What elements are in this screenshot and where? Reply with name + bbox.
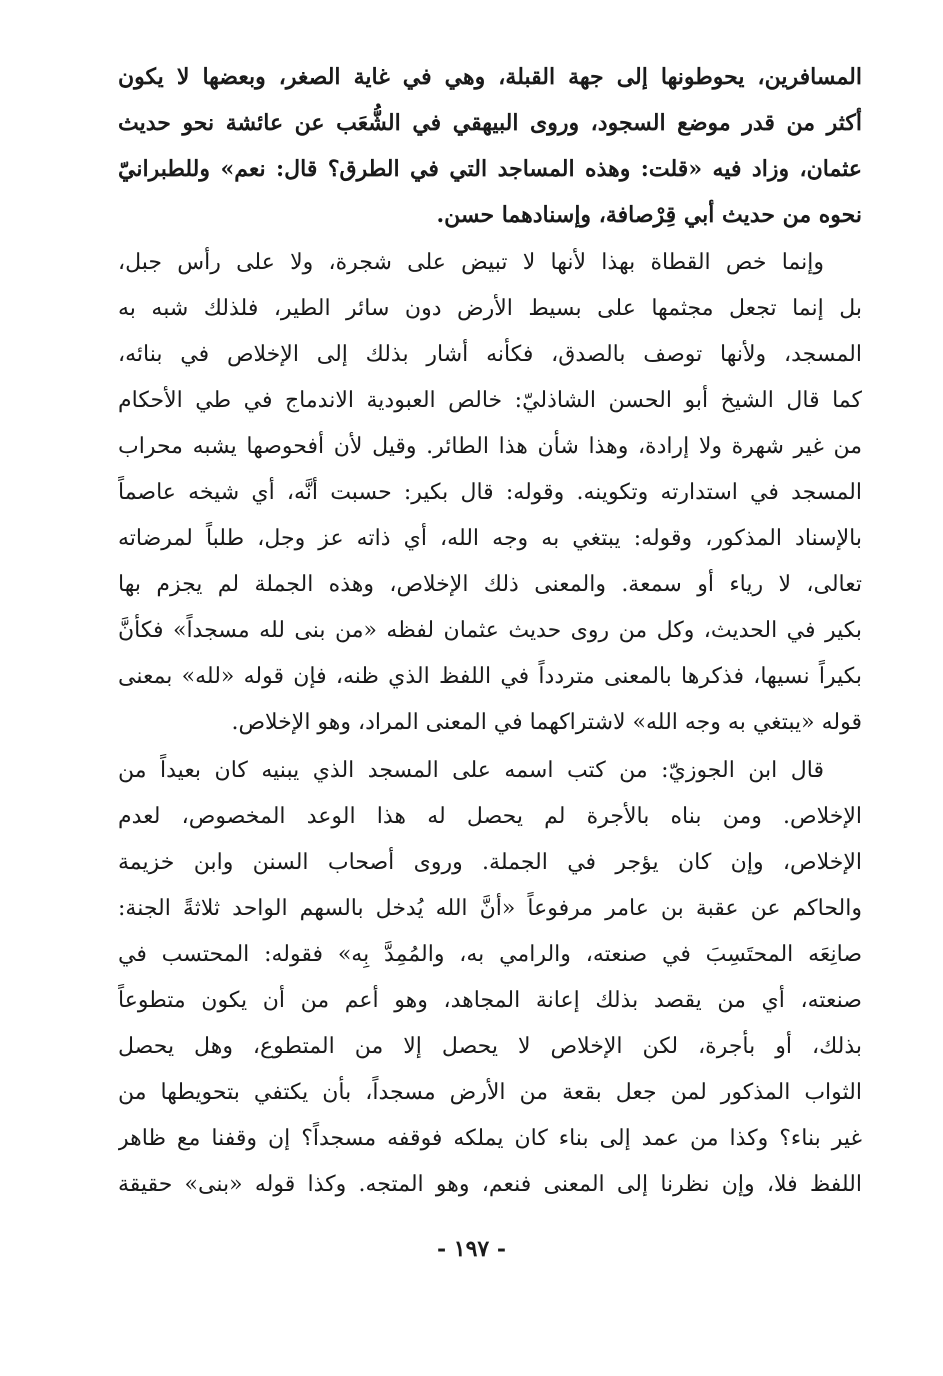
text-line: الإخلاص. ومن بناه بالأجرة لم يحصل له هذا الوعد المخصوص، لعدم bbox=[118, 804, 862, 829]
text-line: المسجد في استدارته وتكوينه. وقوله: قال بكير: حسبت أنَّه، أي شيخه عاصماً bbox=[118, 480, 862, 505]
text-line: أكثر من قدر موضع السجود، وروى البيهقي في الشُّعَب عن عائشة نحو حديث bbox=[118, 110, 862, 136]
text-line: بالإسناد المذكور، وقوله: يبتغي به وجه الله، أي ذاته عز وجل، طلباً لمرضاته bbox=[118, 526, 862, 551]
text-line: نحوه من حديث أبي قِرْصافة، وإسنادهما حسن. bbox=[436, 202, 862, 228]
text-line: من غير شهرة ولا إرادة، وهذا شأن هذا الطائر. وقيل لأن أفحوصها يشبه محراب bbox=[118, 434, 862, 459]
text-line: بل إنما تجعل مجثمها على بسيط الأرض دون سائر الطير، فلذلك شبه به bbox=[118, 296, 862, 321]
paragraph-2 bbox=[118, 240, 862, 746]
paragraph-1 bbox=[118, 54, 862, 238]
page-number: - ١٩٧ - bbox=[436, 1236, 507, 1262]
text-line: اللفظ فلا، وإن نظرنا إلى المعنى فنعم، وهو المتجه. وكذا قوله «بنى» حقيقة bbox=[118, 1172, 862, 1197]
text-line: والحاكم عن عقبة بن عامر مرفوعاً «أنَّ الله يُدخل بالسهم الواحد ثلاثةً الجنة: bbox=[118, 896, 862, 921]
text-line: كما قال الشيخ أبو الحسن الشاذليّ: خالص العبودية الاندماج في طي الأحكام bbox=[118, 388, 862, 413]
text-line: تعالى، لا رياء أو سمعة. والمعنى ذلك الإخلاص، وهذه الجملة لم يجزم بها bbox=[118, 572, 862, 597]
text-line: المسجد، ولأنها توصف بالصدق، فكأنه أشار بذلك إلى الإخلاص في بنائه، bbox=[118, 342, 862, 367]
text-line: بكيراً نسيها، فذكرها بالمعنى متردداً في اللفظ الذي ظنه، فإن قوله «لله» بمعنى bbox=[118, 664, 862, 689]
text-line: صانِعَه المحتَسِبَ في صنعته، والرامي به، والمُمِدَّ بِه» فقوله: المحتسب في bbox=[118, 942, 862, 967]
text-line: المسافرين، يحوطونها إلى جهة القبلة، وهي في غاية الصغر، وبعضها لا يكون bbox=[118, 64, 862, 90]
text-line: غير بناء؟ وكذا من عمد إلى بناء كان يملكه فوقفه مسجداً؟ إن وقفنا مع ظاهر bbox=[118, 1126, 862, 1151]
text-line: الإخلاص، وإن كان يؤجر في الجملة. وروى أصحاب السنن وابن خزيمة bbox=[118, 850, 862, 875]
text-line: الثواب المذكور لمن جعل بقعة من الأرض مسجداً، بأن يكتفي بتحويطها من bbox=[118, 1080, 862, 1105]
text-line: بذلك، أو بأجرة، لكن الإخلاص لا يحصل إلا من المتطوع، وهل يحصل bbox=[118, 1034, 862, 1059]
text-line: بكير في الحديث، وكل من روى حديث عثمان لفظه «من بنى لله مسجداً» فكأنَّ bbox=[118, 618, 862, 643]
text-line: قال ابن الجوزيّ: من كتب اسمه على المسجد الذي يبنيه كان بعيداً من bbox=[118, 758, 824, 783]
text-line: قوله «يبتغي به وجه الله» لاشتراكهما في المعنى المراد، وهو الإخلاص. bbox=[231, 710, 862, 735]
text-line: صنعته، أي من يقصد بذلك إعانة المجاهد، وهو أعم من أن يكون متطوعاً bbox=[118, 988, 862, 1013]
text-line: عثمان، وزاد فيه «قلت: وهذه المساجد التي في الطرق؟ قال: نعم» وللطبرانيّ bbox=[118, 156, 862, 182]
text-line: وإنما خص القطاة بهذا لأنها لا تبيض على شجرة، ولا على رأس جبل، bbox=[118, 250, 824, 275]
paragraph-3 bbox=[118, 748, 862, 1208]
